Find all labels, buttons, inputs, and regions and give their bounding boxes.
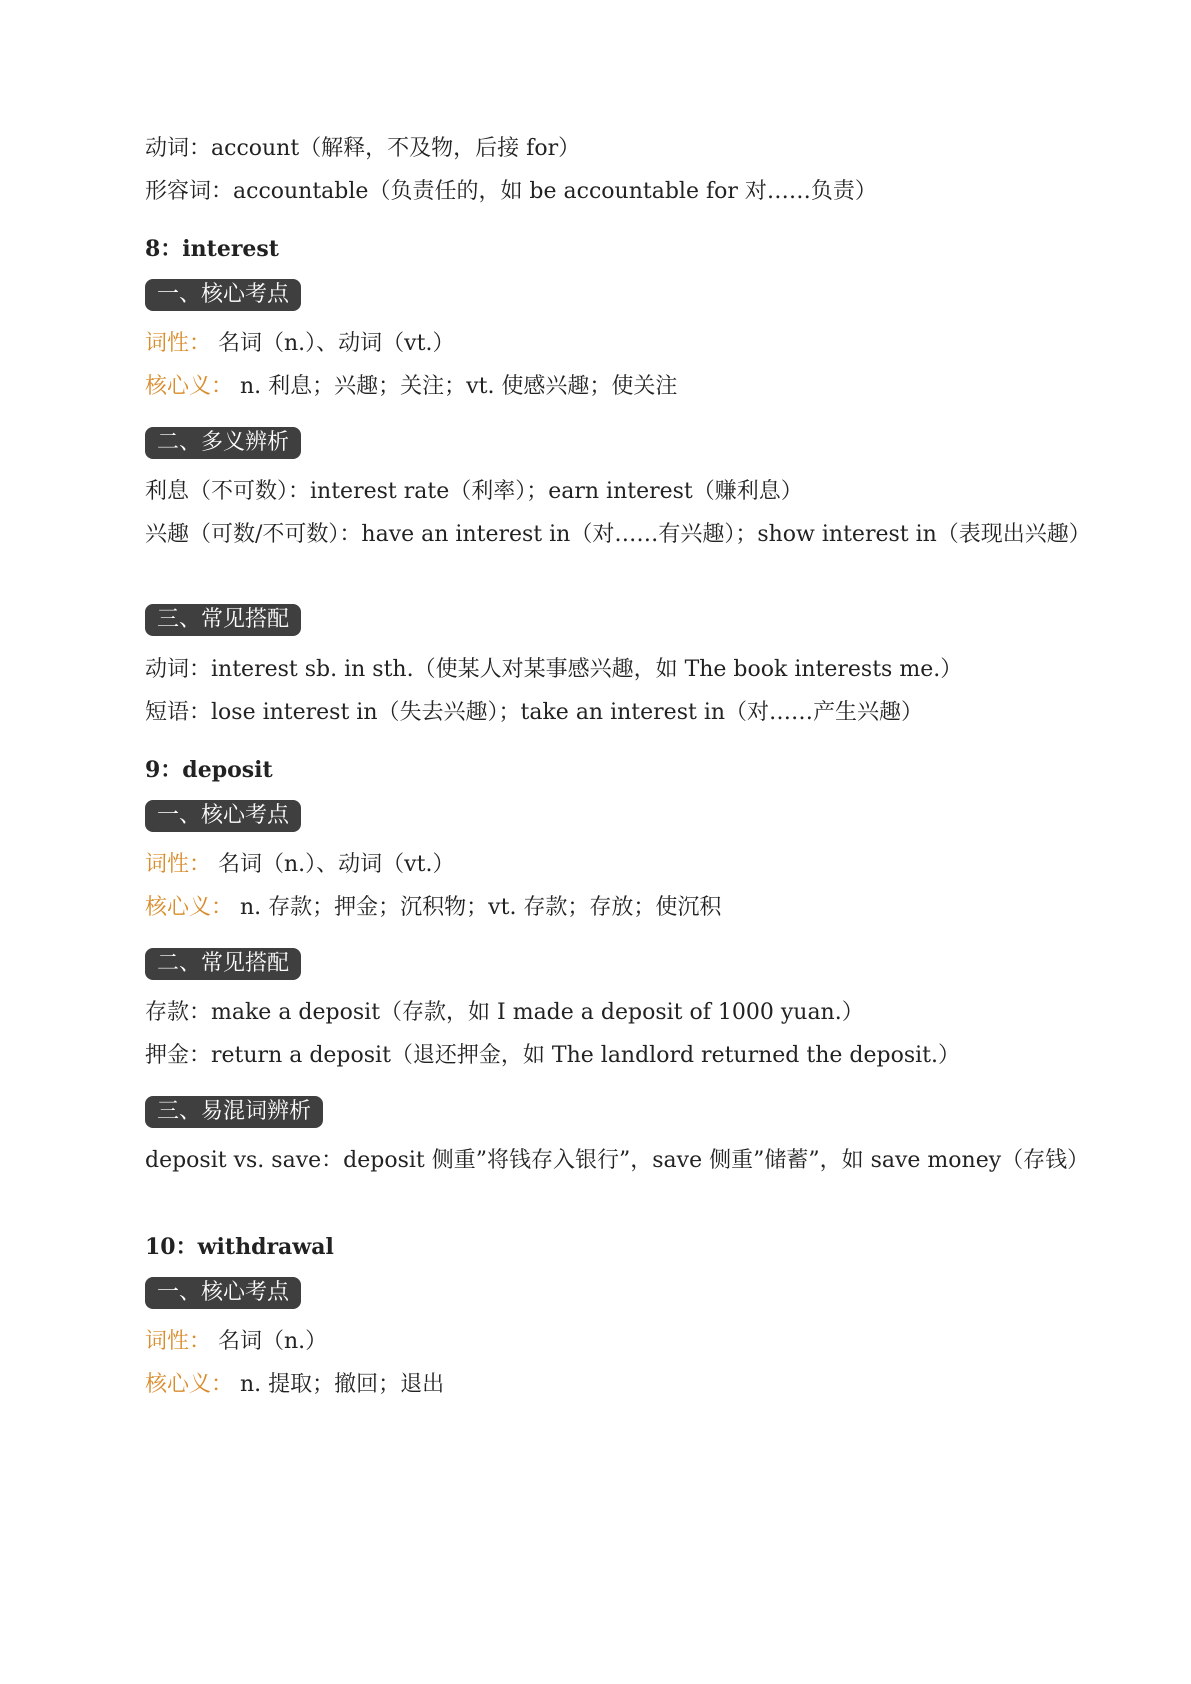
core-meaning-line xyxy=(145,893,721,923)
adjective-form-line: 形容词：accountable（负责任的，如 be accountable for 对……负责） xyxy=(145,179,877,204)
pos-label: 词性： xyxy=(145,331,212,356)
meaning-value: n. 提取；撤回；退出 xyxy=(240,1372,445,1397)
confusables-line: deposit vs. save：deposit 侧重”将钱存入银行”，save 侧重”储蓄”，如 save money（存钱） xyxy=(145,1148,1090,1173)
collocation-line: 动词：interest sb. in sth.（使某人对某事感兴趣，如 The book interests me.） xyxy=(145,657,963,682)
core-meaning-line xyxy=(145,372,677,402)
part-of-speech-line xyxy=(145,1327,327,1357)
entry-title-interest: 8：interest xyxy=(145,236,279,262)
meaning-label: 核心义： xyxy=(145,895,234,920)
polysemy-line: 兴趣（可数/不可数）：have an interest in（对……有兴趣）；show interest in（表现出兴趣） xyxy=(145,522,1091,547)
collocation-line: 押金：return a deposit（退还押金，如 The landlord returned the deposit.） xyxy=(145,1043,960,1068)
part-of-speech-line xyxy=(145,850,454,880)
meaning-value: n. 利息；兴趣；关注；vt. 使感兴趣；使关注 xyxy=(240,374,678,399)
meaning-label: 核心义： xyxy=(145,1372,234,1397)
section-badge-polysemy: 二、多义辨析 xyxy=(145,427,301,459)
pos-label: 词性： xyxy=(145,852,212,877)
meaning-label: 核心义： xyxy=(145,374,234,399)
pos-value: 名词（n.）、动词（vt.） xyxy=(218,331,455,356)
section-badge-collocations: 二、常见搭配 xyxy=(145,948,301,980)
section-badge-collocations: 三、常见搭配 xyxy=(145,604,301,636)
meaning-value: n. 存款；押金；沉积物；vt. 存款；存放；使沉积 xyxy=(240,895,722,920)
polysemy-line: 利息（不可数）：interest rate（利率）；earn interest（赚利息） xyxy=(145,479,803,504)
pos-label: 词性： xyxy=(145,1329,212,1354)
section-badge-core: 一、核心考点 xyxy=(145,800,301,832)
section-badge-core: 一、核心考点 xyxy=(145,279,301,311)
pos-value: 名词（n.）、动词（vt.） xyxy=(218,852,455,877)
part-of-speech-line xyxy=(145,329,454,359)
core-meaning-line xyxy=(145,1370,444,1400)
collocation-line: 短语：lose interest in（失去兴趣）；take an interest in（对……产生兴趣） xyxy=(145,700,924,725)
entry-title-deposit: 9：deposit xyxy=(145,757,273,783)
verb-form-line: 动词：account（解释，不及物，后接 for） xyxy=(145,136,581,161)
section-badge-core: 一、核心考点 xyxy=(145,1277,301,1309)
section-badge-confusables: 三、易混词辨析 xyxy=(145,1096,323,1128)
entry-title-withdrawal: 10：withdrawal xyxy=(145,1234,334,1260)
collocation-line: 存款：make a deposit（存款，如 I made a deposit of 1000 yuan.） xyxy=(145,1000,864,1025)
pos-value: 名词（n.） xyxy=(218,1329,328,1354)
